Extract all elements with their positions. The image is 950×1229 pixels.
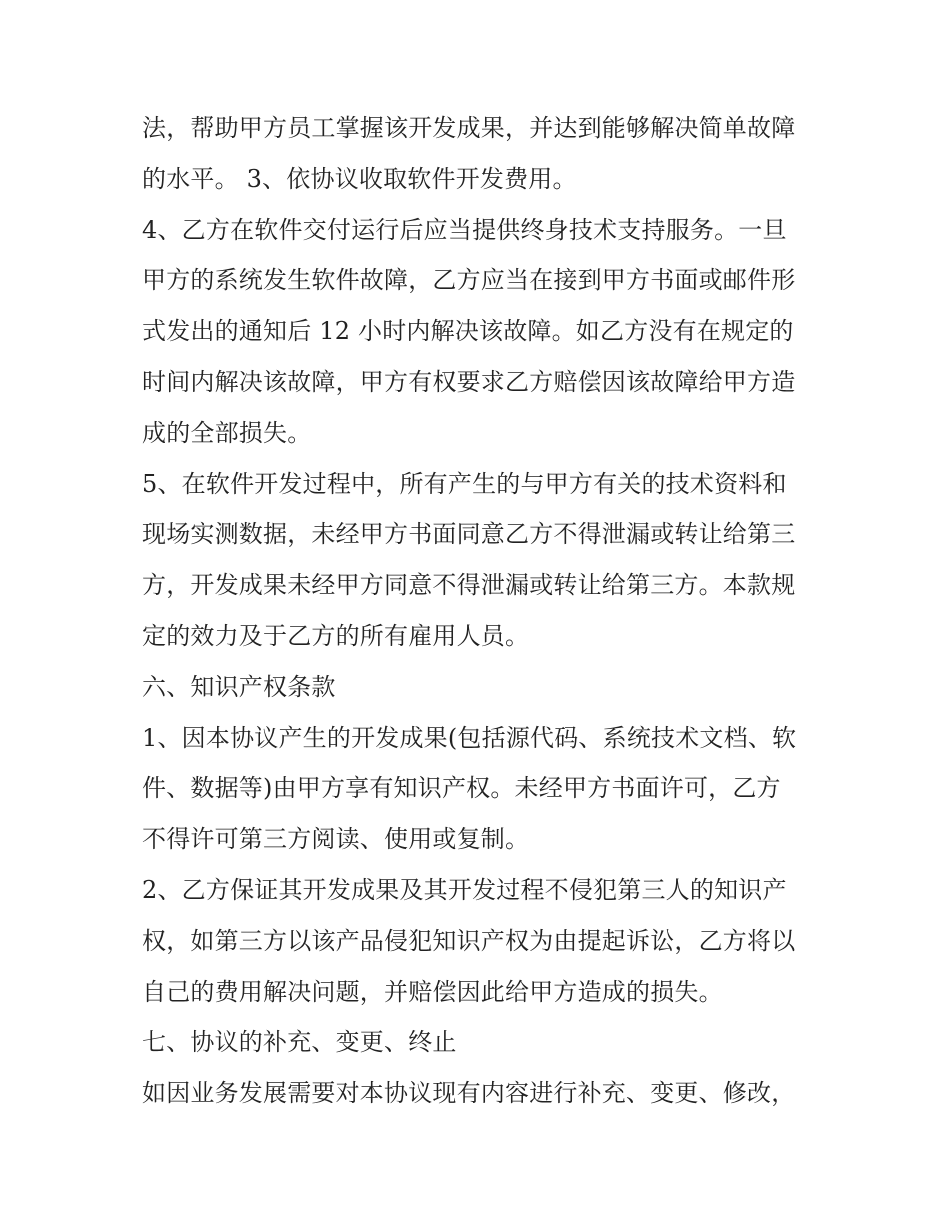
document-body xyxy=(142,103,822,1119)
text-line: 2、乙方保证其开发成果及其开发过程不侵犯第三人的知识产 xyxy=(142,875,787,904)
text-line: 5、在软件开发过程中，所有产生的与甲方有关的技术资料和 xyxy=(142,469,787,498)
text-line: 1、因本协议产生的开发成果(包括源代码、系统技术文档、软 xyxy=(142,723,797,752)
text-line: 方，开发成果未经甲方同意不得泄漏或转让给第三方。本款规 xyxy=(142,571,796,600)
text-line: 定的效力及于乙方的所有雇用人员。 xyxy=(142,621,530,650)
text-line: 成的全部损失。 xyxy=(142,418,312,447)
text-line: 不得许可第三方阅读、使用或复制。 xyxy=(142,825,530,854)
text-line: 自己的费用解决问题，并赔偿因此给甲方造成的损失。 xyxy=(142,977,723,1006)
text-line: 权，如第三方以该产品侵犯知识产权为由提起诉讼，乙方将以 xyxy=(142,926,796,955)
text-line: 的水平。 3、依协议收取软件开发费用。 xyxy=(142,164,577,193)
text-line: 甲方的系统发生软件故障，乙方应当在接到甲方书面或邮件形 xyxy=(142,266,796,295)
text-line: 式发出的通知后 12 小时内解决该故障。如乙方没有在规定的 xyxy=(142,317,794,346)
text-line: 时间内解决该故障，甲方有权要求乙方赔偿因该故障给甲方造 xyxy=(142,367,796,396)
text-line: 如因业务发展需要对本协议现有内容进行补充、变更、修改， xyxy=(142,1079,796,1108)
section-heading: 七、协议的补充、变更、终止 xyxy=(142,1028,457,1057)
section-heading: 六、知识产权条款 xyxy=(142,672,336,701)
text-line: 4、乙方在软件交付运行后应当提供终身技术支持服务。一旦 xyxy=(142,215,787,244)
text-line: 现场实测数据，未经甲方书面同意乙方不得泄漏或转让给第三 xyxy=(142,520,796,549)
text-line: 件、数据等)由甲方享有知识产权。未经甲方书面许可，乙方 xyxy=(142,774,781,803)
text-line: 法，帮助甲方员工掌握该开发成果，并达到能够解决简单故障 xyxy=(142,114,796,142)
